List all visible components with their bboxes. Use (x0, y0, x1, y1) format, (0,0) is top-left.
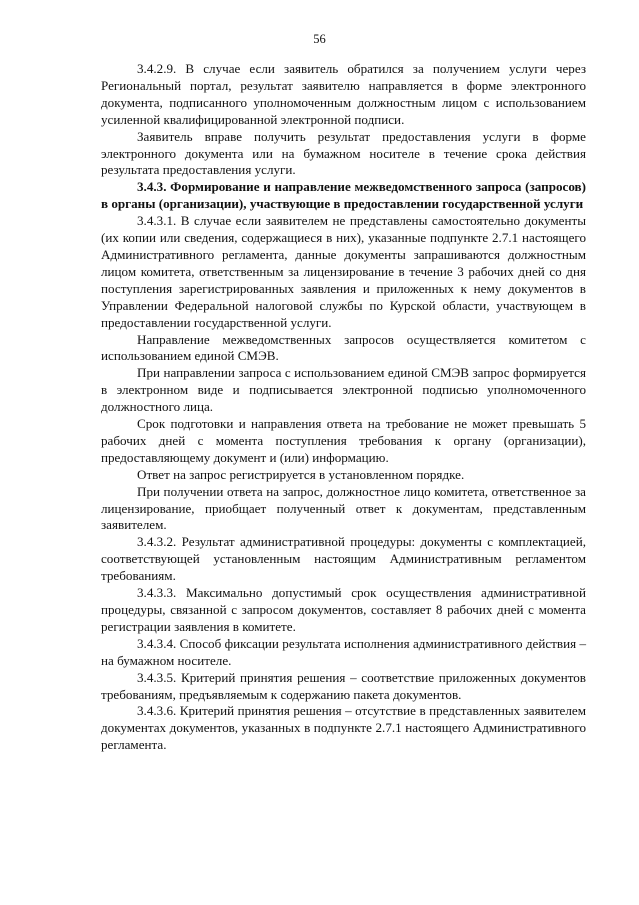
paragraph-3-4-3-3: 3.4.3.3. Максимально допустимый срок осуществления административной процедуры, связанной с запросом документов, составляет 8 рабочих дней с момента регистрации заявления в комитете. (101, 585, 586, 634)
paragraph-smev-electronic: При направлении запроса с использованием единой СМЭВ запрос формируется в электронном виде и подписывается электронной подписью уполномоченного должностного лица. (101, 365, 586, 415)
document-body (101, 61, 586, 754)
paragraph-3-4-3-6: 3.4.3.6. Критерий принятия решения – отсутствие в представленных заявителем документах документов, указанных в подпункте 2.7.1 настоящего Административного регламента. (101, 703, 586, 753)
paragraph-3-4-3-5: 3.4.3.5. Критерий принятия решения – соответствие приложенных документов требованиям, предъявляемым к содержанию пакета документов. (101, 669, 586, 702)
paragraph-3-4-3-2: 3.4.3.2. Результат административной процедуры: документы с комплектацией, соответствующей установленным настоящим Административным регламентом требованиям. (101, 534, 586, 584)
paragraph-response-deadline: Срок подготовки и направления ответа на требование не может превышать 5 рабочих дней с момента поступления требования к органу (организации), предоставляющему документ и (или) информацию. (101, 416, 586, 465)
paragraph-3-4-2-9: 3.4.2.9. В случае если заявитель обратился за получением услуги через Региональный портал, результат заявителю направляется в форме электронного документа, подписанного уполномоченным должностным лицом с использованием усиленной квалифицированной электронной подписи. (101, 61, 586, 127)
paragraph-3-4-3-1: 3.4.3.1. В случае если заявителем не представлены самостоятельно документы (их копии или сведения, содержащиеся в них), указанные подпункте 2.7.1 настоящего Административного регламента, данные документы запрашиваются должностным лицом комитета, ответственным за лицензирование в течение 3 рабочих дней со дня поступления зарегистрированных заявления и приложенных к нему документов в Управлении Федеральной налоговой службы по Курской области, участвующем в предоставлении государственной услуги. (101, 213, 586, 330)
paragraph-smev-requests: Направление межведомственных запросов осуществляется комитетом с использованием единой СМЭВ. (101, 331, 586, 364)
page-number: 56 (313, 32, 326, 46)
paragraph-3-4-3-4: 3.4.3.4. Способ фиксации результата исполнения административного действия – на бумажном носителе. (101, 635, 586, 668)
paragraph-response-attach: При получении ответа на запрос, должностное лицо комитета, ответственное за лицензирование, приобщает полученный ответ к документам, представленным заявителем. (101, 483, 586, 533)
section-heading-3-4-3: 3.4.3. Формирование и направление межведомственного запроса (запросов) в органы (организации), участвующие в предоставлении государственной услуги (101, 179, 586, 212)
paragraph-response-registration: Ответ на запрос регистрируется в установленном порядке. (137, 466, 465, 482)
paragraph-result-form: Заявитель вправе получить результат предоставления услуги в форме электронного документа или на бумажном носителе в течение срока действия результата предоставления услуги. (101, 128, 586, 178)
